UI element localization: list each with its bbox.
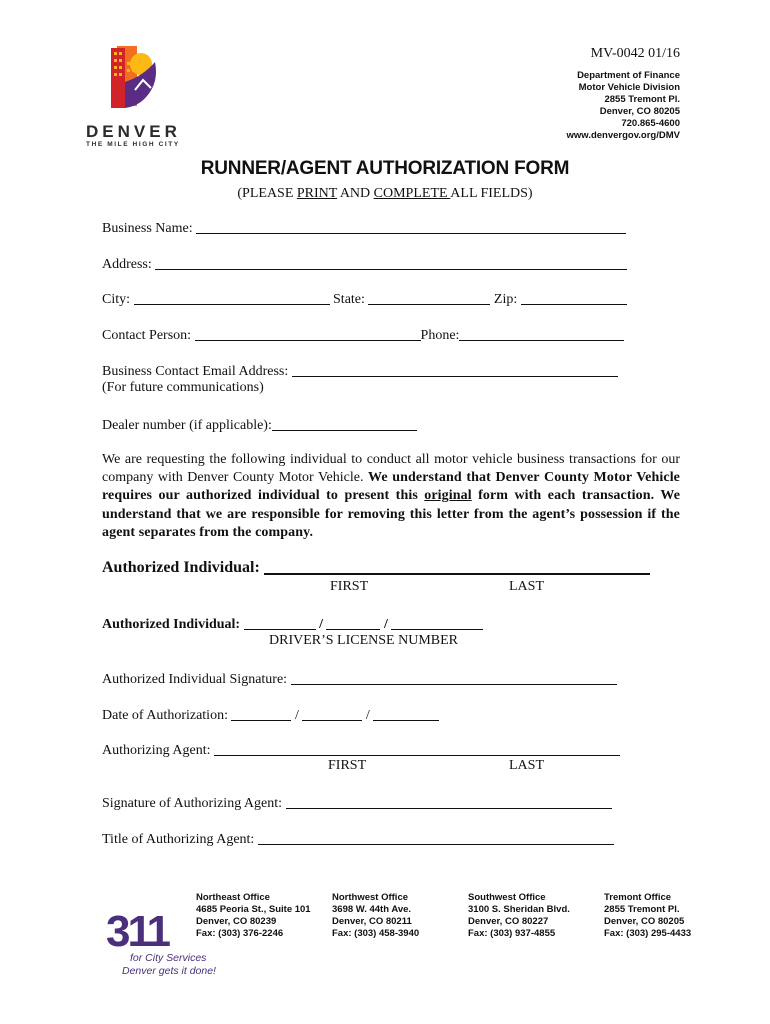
contact-row — [102, 326, 624, 344]
business-name-row — [102, 219, 626, 237]
dl-part-2-field[interactable] — [326, 615, 380, 630]
office-street: 3698 W. 44th Ave. — [332, 904, 412, 915]
office-tremont — [604, 892, 691, 940]
statement-normal: We are requesting the following individual to conduct all motor vehicle business transactions for our company with Denver County Motor Vehicle. — [102, 452, 680, 486]
office-name: Tremont Office — [604, 892, 672, 903]
dept-line: Department of Finance — [577, 70, 680, 81]
dl-caption: DRIVER’S LICENSE NUMBER — [269, 633, 459, 648]
state-label: State: — [333, 292, 365, 307]
agent-signature-row — [102, 794, 612, 812]
date-year-field[interactable] — [373, 706, 439, 721]
office-northeast — [196, 892, 311, 940]
subtitle-part: AND — [337, 186, 374, 201]
authorized-first-caption: FIRST — [330, 579, 369, 594]
date-slash: / — [294, 708, 299, 723]
subtitle-print: PRINT — [296, 186, 338, 201]
authorized-last-caption: LAST — [509, 579, 544, 594]
business-name-field[interactable] — [196, 219, 626, 234]
dept-line: 720.865-4600 — [621, 118, 680, 129]
date-month-field[interactable] — [231, 706, 291, 721]
phone-field[interactable] — [459, 326, 624, 341]
email-label: Business Contact Email Address: — [102, 364, 289, 379]
office-fax: Fax: (303) 937-4855 — [468, 928, 556, 939]
individual-signature-label: Authorized Individual Signature: — [102, 672, 288, 687]
office-city: Denver, CO 80239 — [196, 916, 277, 927]
dept-line: www.denvergov.org/DMV — [566, 130, 680, 141]
phone-label: Phone: — [420, 328, 460, 343]
city-state-zip-row — [102, 290, 627, 308]
dl-slash: / — [383, 617, 388, 632]
email-note: (For future communications) — [102, 380, 264, 395]
city-field[interactable] — [134, 290, 330, 305]
office-northwest — [332, 892, 419, 940]
individual-signature-row — [102, 670, 617, 688]
contact-person-label: Contact Person: — [102, 328, 192, 343]
drivers-license-row — [102, 615, 483, 633]
date-slash: / — [365, 708, 370, 723]
statement-bold-1: We understand that Denver County Motor Vehicle requires our authorized individual to present this — [102, 470, 680, 504]
department-address — [567, 70, 681, 142]
agent-signature-label: Signature of Authorizing Agent: — [102, 796, 283, 811]
city-label: City: — [102, 292, 131, 307]
statement-bold-2: form with each transaction. We understand that we are responsible for removing this letter from the agent’s possession if the agent separates from the company. — [102, 488, 681, 540]
business-name-label: Business Name: — [102, 221, 193, 236]
authorized-individual-label: Authorized Individual: — [102, 559, 260, 576]
form-subtitle — [0, 186, 770, 202]
office-fax: Fax: (303) 458-3940 — [332, 928, 420, 939]
statement-original: original — [424, 488, 472, 504]
dl-authorized-label: Authorized Individual: — [102, 617, 241, 632]
form-number: MV-0042 01/16 — [590, 46, 680, 61]
authorizing-agent-row — [102, 741, 620, 759]
authorization-statement — [102, 451, 680, 542]
dl-part-1-field[interactable] — [244, 615, 316, 630]
office-name: Southwest Office — [468, 892, 546, 903]
date-day-field[interactable] — [302, 706, 362, 721]
agent-title-field[interactable] — [258, 830, 614, 845]
address-row — [102, 255, 627, 273]
office-street: 2855 Tremont Pl. — [604, 904, 680, 915]
office-fax: Fax: (303) 376-2246 — [196, 928, 284, 939]
dealer-number-label: Dealer number (if applicable): — [102, 418, 272, 433]
authorizing-agent-field[interactable] — [214, 741, 620, 756]
email-row — [102, 362, 618, 380]
dealer-number-field[interactable] — [272, 416, 417, 431]
state-field[interactable] — [368, 290, 490, 305]
agent-first-caption: FIRST — [328, 758, 367, 773]
agent-signature-field[interactable] — [286, 794, 612, 809]
agent-title-label: Title of Authorizing Agent: — [102, 832, 255, 847]
office-name: Northeast Office — [196, 892, 270, 903]
address-field[interactable] — [155, 255, 627, 270]
logo-311-line1: for City Services — [130, 952, 207, 964]
authorizing-agent-label: Authorizing Agent: — [102, 743, 211, 758]
dept-line: Motor Vehicle Division — [578, 82, 680, 93]
office-city: Denver, CO 80205 — [604, 916, 685, 927]
dl-slash: / — [319, 617, 323, 632]
office-fax: Fax: (303) 295-4433 — [604, 928, 692, 939]
date-row — [102, 706, 439, 724]
office-city: Denver, CO 80227 — [468, 916, 549, 927]
dealer-row — [102, 416, 417, 434]
agent-title-row — [102, 830, 614, 848]
denver-tagline: THE MILE HIGH CITY — [86, 141, 180, 148]
date-label: Date of Authorization: — [102, 708, 228, 723]
zip-field[interactable] — [521, 290, 627, 305]
authorized-individual-name-field[interactable] — [264, 557, 650, 575]
dept-line: Denver, CO 80205 — [599, 106, 680, 117]
dl-part-3-field[interactable] — [391, 615, 483, 630]
office-city: Denver, CO 80211 — [332, 916, 412, 927]
address-label: Address: — [102, 257, 152, 272]
logo-311-line2: Denver gets it done! — [122, 965, 216, 977]
agent-last-caption: LAST — [509, 758, 544, 773]
authorized-individual-row — [102, 557, 650, 577]
contact-person-field[interactable] — [195, 326, 421, 341]
dept-line: 2855 Tremont Pl. — [604, 94, 680, 105]
office-name: Northwest Office — [332, 892, 409, 903]
zip-label: Zip: — [493, 292, 518, 307]
form-title: RUNNER/AGENT AUTHORIZATION FORM — [200, 158, 570, 179]
office-street: 4685 Peoria St., Suite 101 — [196, 904, 311, 915]
logo-311-number: 311 — [106, 907, 168, 956]
subtitle-part: (PLEASE — [237, 186, 297, 201]
individual-signature-field[interactable] — [291, 670, 617, 685]
subtitle-part: ALL FIELDS) — [450, 186, 533, 201]
office-street: 3100 S. Sheridan Blvd. — [468, 904, 570, 915]
office-southwest — [468, 892, 570, 940]
email-field[interactable] — [292, 362, 618, 377]
subtitle-complete: COMPLETE — [373, 186, 451, 201]
denver-wordmark: DENVER — [86, 122, 181, 141]
